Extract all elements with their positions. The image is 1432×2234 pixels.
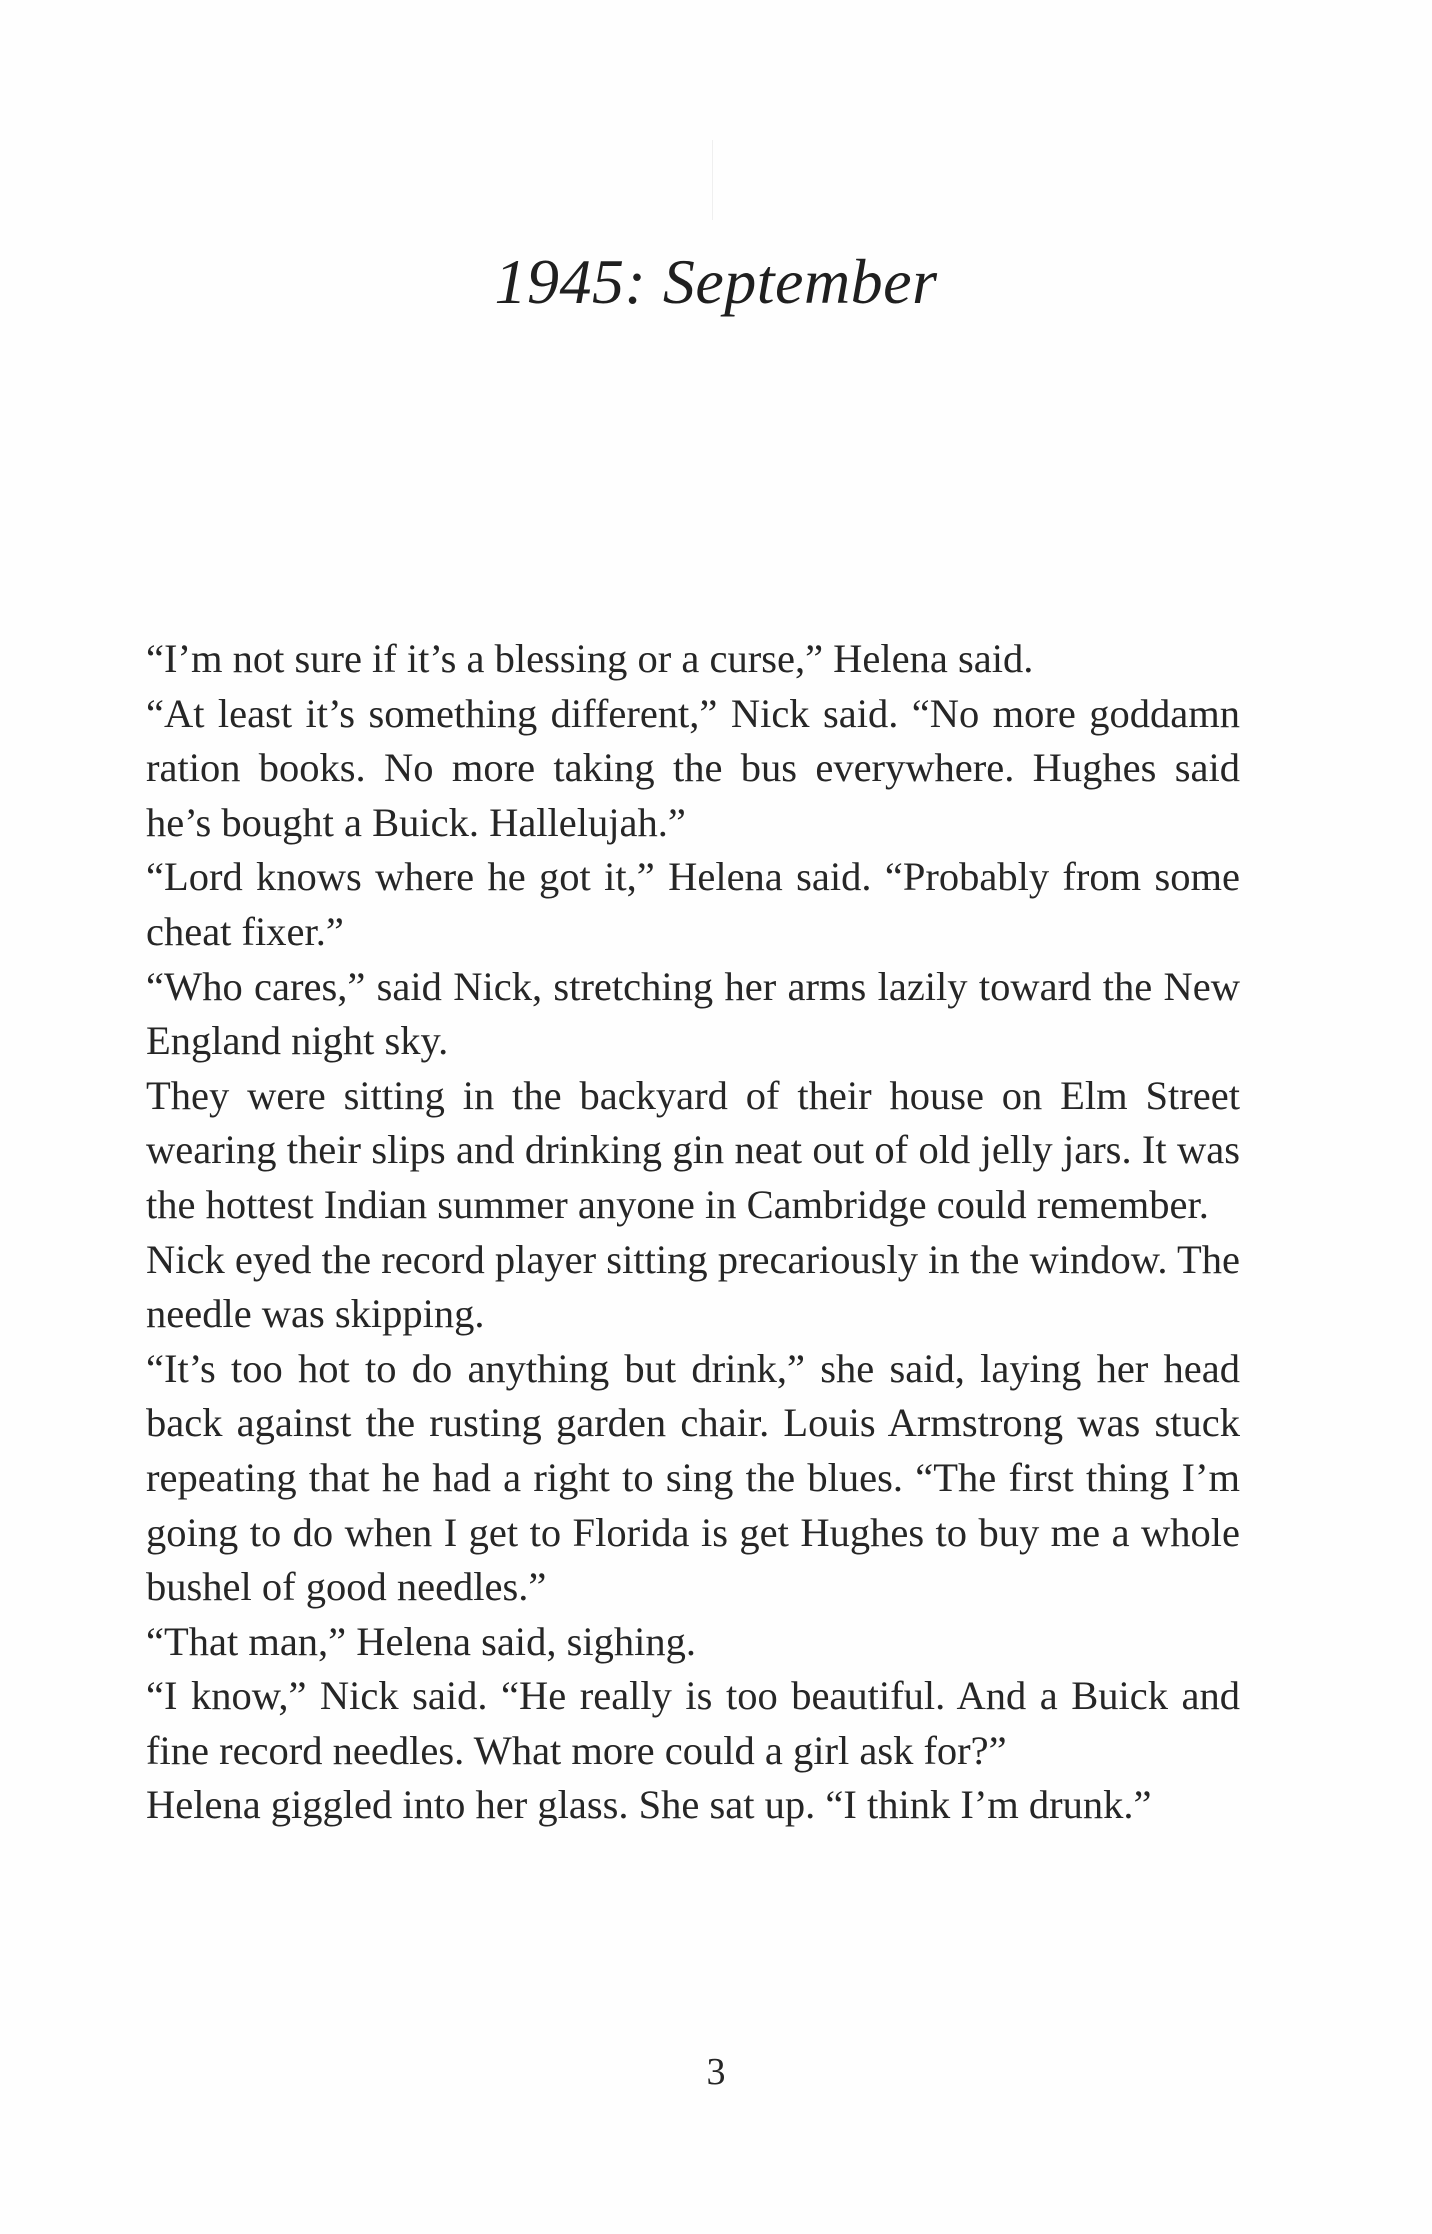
paragraph: Helena giggled into her glass. She sat up. “I think I’m drunk.”	[146, 1782, 1152, 1828]
paragraph: “It’s too hot to do anything but drink,” she said, laying her head back against the rusting garden chair. Louis Armstrong was stuck repeating that he had a right to sing the blues. “The first thing I’m going to do when I get to Florida is get Hughes to buy me a whole bushel of good needles.”	[146, 1345, 1240, 1610]
paragraph: “Lord knows where he got it,” Helena said. “Probably from some cheat fixer.”	[146, 854, 1240, 954]
paragraph: “Who cares,” said Nick, stretching her arms lazily toward the New England night sky.	[146, 963, 1240, 1064]
body-text	[146, 632, 1240, 1833]
paragraph: “I know,” Nick said. “He really is too beautiful. And a Buick and fine record needles. What more could a girl ask for?”	[146, 1673, 1240, 1773]
paragraph: “That man,” Helena said, sighing.	[146, 1618, 696, 1664]
page-crease	[712, 140, 713, 220]
paragraph: “I’m not sure if it’s a blessing or a curse,” Helena said.	[146, 636, 1034, 681]
page-number: 3	[706, 2051, 726, 2093]
paragraph: Nick eyed the record player sitting precariously in the window. The needle was skipping.	[146, 1236, 1240, 1337]
chapter-title: 1945: September	[494, 246, 938, 317]
paragraph: They were sitting in the backyard of their house on Elm Street wearing their slips and drinking gin neat out of old jelly jars. It was the hottest Indian summer anyone in Cambridge could remember.	[146, 1072, 1240, 1227]
paragraph: “At least it’s something different,” Nick said. “No more goddamn ration books. No more taking the bus everywhere. Hughes said he’s bought a Buick. Hallelujah.”	[146, 690, 1240, 845]
